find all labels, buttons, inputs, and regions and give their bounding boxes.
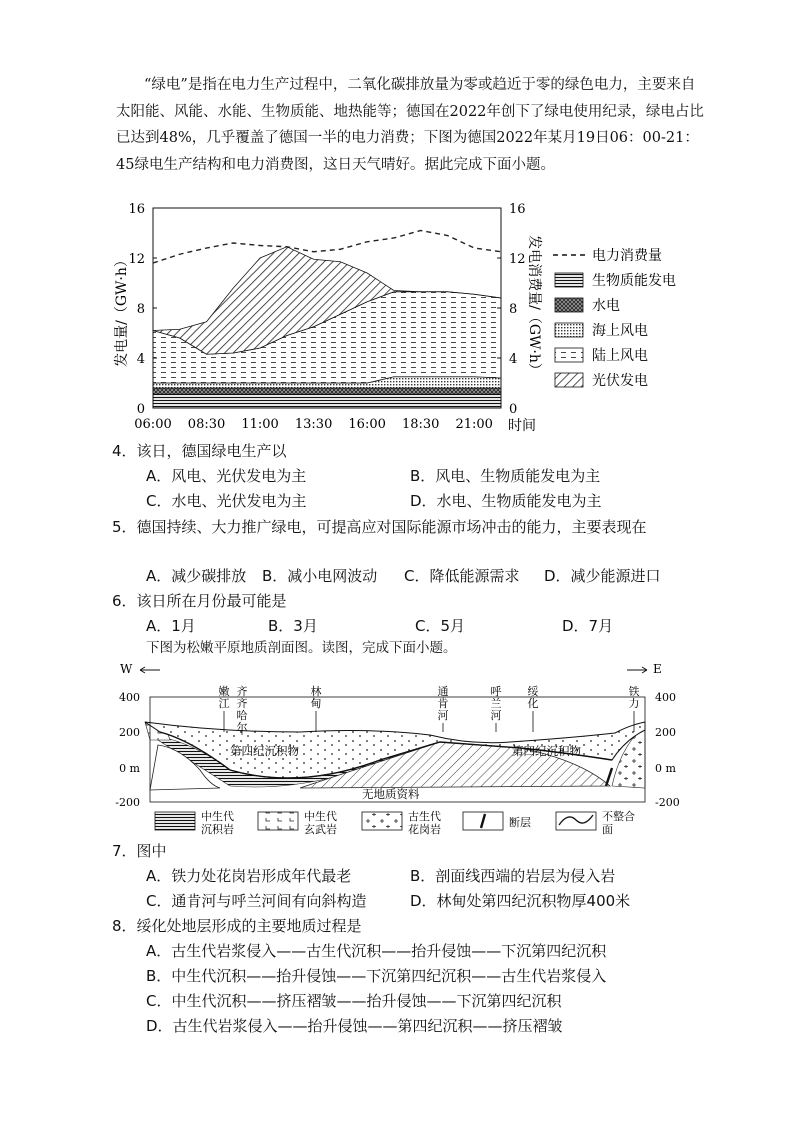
legend-item: 陆上风电 (592, 348, 648, 364)
svg-text:断层: 断层 (509, 816, 531, 829)
x-axis-label: 时间 (508, 418, 536, 434)
svg-text:化: 化 (527, 697, 539, 710)
y-tick-left: 16 (128, 202, 145, 217)
y-tick-right: 4 (509, 352, 518, 367)
geo-y-tick-right: 200 (655, 726, 676, 739)
option[interactable]: A．铁力处花岗岩形成年代最老 (146, 867, 352, 885)
question-stem: 8．绥化处地层形成的主要地质过程是 (112, 917, 362, 935)
y-tick-right: 16 (509, 202, 526, 217)
svg-text:花岗岩: 花岗岩 (408, 823, 441, 835)
quaternary-label-2: 第四纪沉积物 (512, 744, 581, 758)
legend-item: 光伏发电 (592, 373, 648, 389)
svg-text:嫩: 嫩 (218, 685, 230, 698)
svg-text:沉积岩: 沉积岩 (201, 823, 234, 835)
chart-legend (553, 247, 676, 389)
geo-y-tick-right: 0 m (655, 762, 676, 775)
x-tick: 16:00 (348, 417, 386, 432)
option[interactable]: B．3月 (268, 617, 318, 635)
svg-text:面: 面 (602, 823, 613, 835)
geo-y-tick-left: 0 m (119, 762, 140, 775)
svg-text:不整合: 不整合 (602, 810, 635, 823)
svg-text:河: 河 (490, 709, 502, 722)
svg-text:古生代: 古生代 (408, 810, 441, 823)
option[interactable]: A．古生代岩浆侵入——古生代沉积——抬升侵蚀——下沉第四纪沉积 (146, 942, 607, 960)
option[interactable]: B．风电、生物质能发电为主 (410, 467, 601, 485)
x-tick: 13:30 (294, 417, 333, 432)
place-3 (438, 685, 449, 732)
option[interactable]: C．中生代沉积——挤压褶皱——抬升侵蚀——下沉第四纪沉积 (146, 992, 562, 1010)
y-axis-label-right: 发电消费量/（GW·h） (526, 235, 542, 377)
legend-item: 海上风电 (592, 323, 648, 339)
question-stem: 7．图中 (112, 842, 167, 860)
place-4 (491, 685, 502, 732)
option[interactable]: C．通肯河与呼兰河间有向斜构造 (146, 892, 367, 910)
legend-item: 水电 (592, 298, 620, 314)
option[interactable]: A．1月 (146, 617, 196, 635)
green-power-chart (0, 190, 794, 630)
svg-text:尔: 尔 (236, 721, 248, 734)
option[interactable]: D．林甸处第四纪沉积物厚400米 (410, 892, 631, 910)
y-tick-left: 4 (136, 352, 145, 367)
y-tick-right: 8 (509, 302, 518, 317)
svg-text:江: 江 (218, 697, 230, 710)
option[interactable]: D．古生代岩浆侵入——抬升侵蚀——第四纪沉积——挤压褶皱 (146, 1017, 563, 1035)
east-arrow (627, 667, 647, 673)
geo-y-tick-left: 400 (119, 691, 140, 704)
option[interactable]: B．中生代沉积——抬升侵蚀——下沉第四纪沉积——古生代岩浆侵入 (146, 967, 607, 985)
quaternary-label-1: 第四纪沉积物 (230, 744, 299, 758)
east-label: E (653, 662, 662, 676)
geologic-section (0, 655, 794, 835)
svg-text:中生代: 中生代 (201, 810, 234, 823)
option[interactable]: A．减少碳排放 (146, 567, 247, 585)
option[interactable]: D．水电、生物质能发电为主 (410, 492, 602, 510)
x-tick: 06:00 (134, 417, 172, 432)
y-tick-right: 12 (509, 252, 526, 267)
y-tick-right: 0 (509, 402, 518, 417)
option[interactable]: C．水电、光伏发电为主 (146, 492, 307, 510)
west-label: W (120, 662, 133, 676)
svg-text:中生代: 中生代 (304, 810, 337, 823)
svg-text:甸: 甸 (310, 697, 322, 710)
svg-text:齐: 齐 (236, 685, 248, 698)
west-arrow (140, 667, 160, 673)
svg-text:力: 力 (628, 697, 640, 710)
geo-y-tick-right: 400 (655, 691, 676, 704)
intro-paragraph (116, 72, 706, 178)
geo-intro: 下图为松嫩平原地质剖面图。读图，完成下面小题。 (146, 640, 457, 656)
area-1 (153, 388, 501, 394)
geo-y-tick-left: 200 (119, 726, 140, 739)
svg-text:铁: 铁 (628, 685, 640, 698)
y-tick-left: 12 (128, 252, 145, 267)
svg-text:河: 河 (437, 709, 449, 722)
svg-text:齐: 齐 (236, 697, 248, 710)
intro-text: “绿电”是指在电力生产过程中，二氧化碳排放量为零或趋近于零的绿色电力，主要来自太阳能、风能、水能、生物质能、地热能等；德国在2022年创下了绿电使用纪录，绿电占比已达到48%，几乎覆盖了德国一半的电力消费；下图为德国2022年某月19日06：00-21：45绿电生产结构和电力消费图，这日天气晴好。据此完成下面小题。 (116, 77, 704, 173)
svg-text:呼: 呼 (490, 685, 502, 698)
option[interactable]: B．剖面线西端的岩层为侵入岩 (410, 867, 616, 885)
place-0 (219, 684, 230, 732)
svg-text:绥: 绥 (527, 685, 539, 698)
geo-legend (155, 809, 635, 835)
y-tick-left: 0 (136, 402, 145, 417)
svg-text:玄武岩: 玄武岩 (304, 823, 337, 835)
consumption-line (153, 231, 501, 264)
y-axis-label-left: 发电量/（GW·h） (114, 253, 130, 367)
option[interactable]: A．风电、光伏发电为主 (146, 467, 307, 485)
x-tick: 11:00 (241, 417, 279, 432)
y-tick-left: 8 (136, 302, 145, 317)
svg-text:通: 通 (437, 685, 449, 698)
option[interactable]: C．降低能源需求 (404, 567, 520, 585)
geo-y-tick-right: -200 (655, 796, 680, 809)
x-tick: 18:30 (401, 417, 440, 432)
place-2 (311, 684, 322, 732)
svg-text:林: 林 (310, 685, 322, 698)
question-stem: 5．德国持续、大力推广绿电，可提高应对国际能源市场冲击的能力，主要表现在 (112, 518, 647, 536)
geo-y-tick-left: -200 (115, 796, 140, 809)
legend-item: 生物质能发电 (592, 273, 676, 289)
option[interactable]: B．减小电网波动 (262, 567, 378, 585)
area-0 (153, 394, 501, 408)
place-5 (528, 684, 539, 732)
svg-text:肯: 肯 (437, 697, 449, 710)
option[interactable]: C．5月 (415, 617, 466, 635)
svg-text:哈: 哈 (236, 709, 248, 722)
place-1 (237, 685, 248, 735)
question-stem: 4．该日，德国绿电生产以 (112, 442, 287, 460)
option[interactable]: D．7月 (562, 617, 614, 635)
question-stem: 6．该日所在月份最可能是 (112, 592, 287, 610)
legend-item: 电力消费量 (592, 248, 662, 264)
option[interactable]: D．减少能源进口 (544, 567, 661, 585)
nodata-label: 无地质资料 (362, 787, 420, 801)
x-tick: 21:00 (455, 417, 493, 432)
x-tick: 08:30 (187, 417, 226, 432)
svg-text:兰: 兰 (490, 697, 502, 710)
